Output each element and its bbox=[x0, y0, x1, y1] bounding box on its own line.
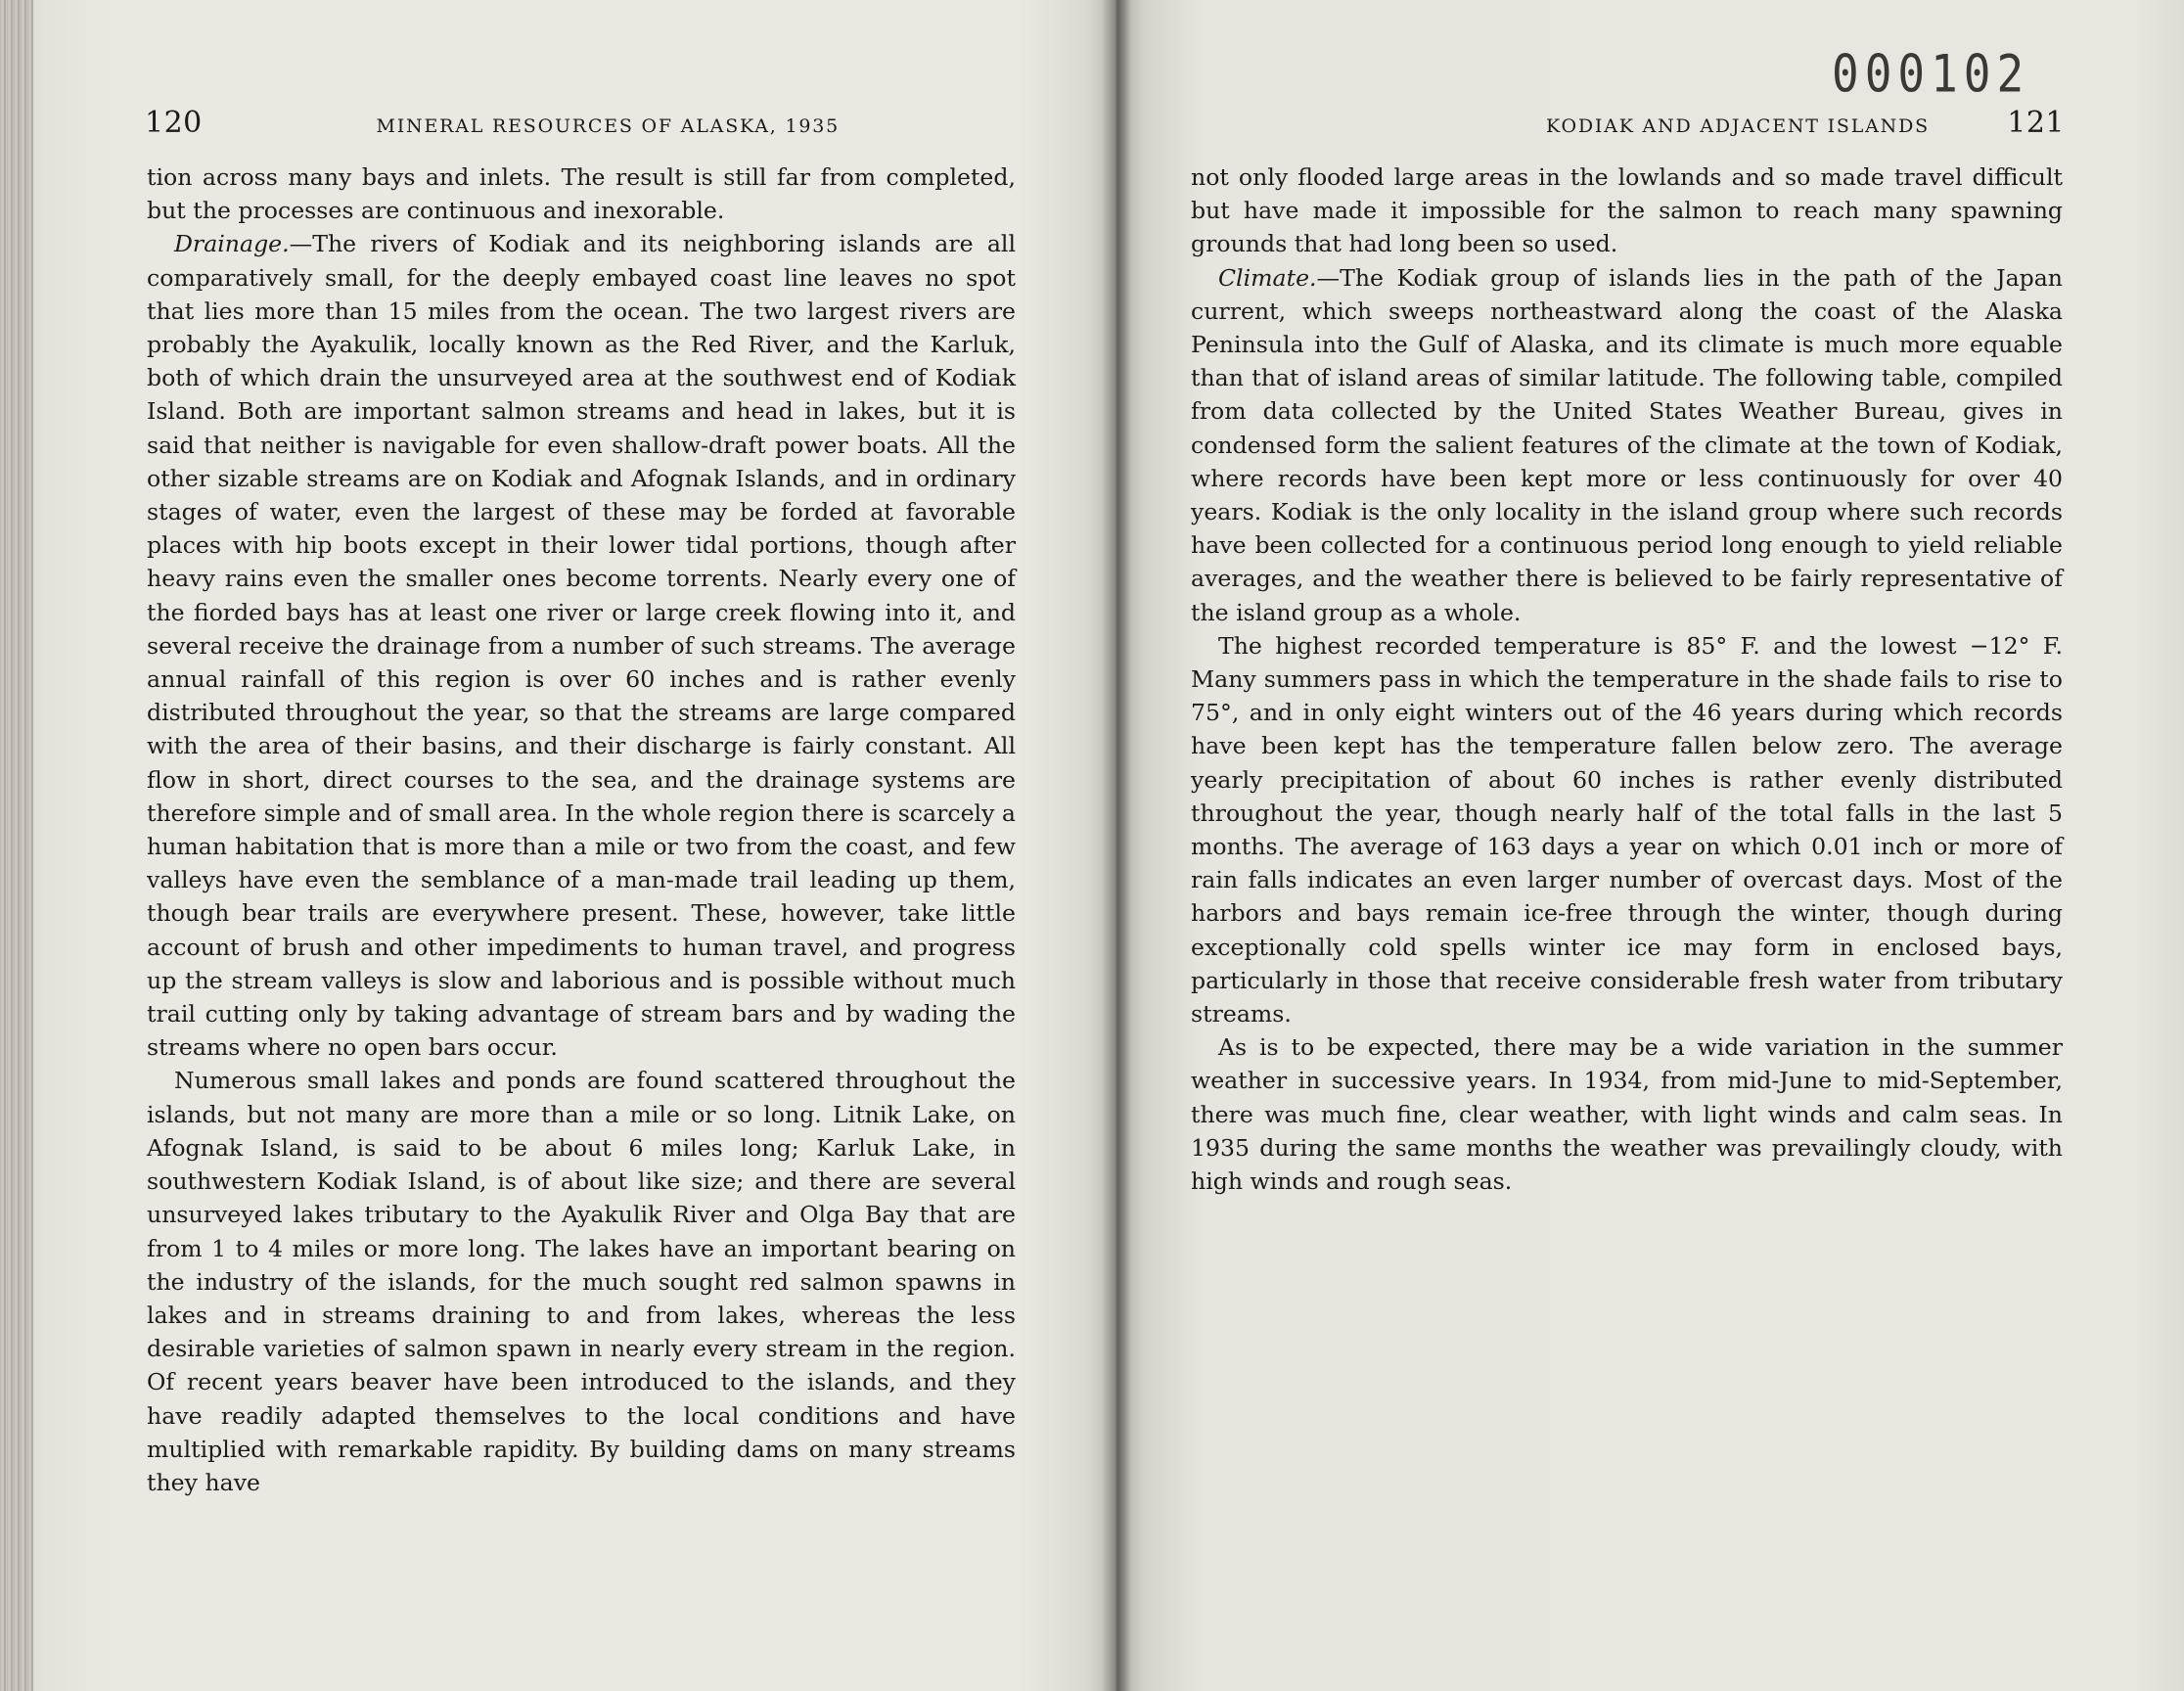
running-head: KODIAK AND ADJACENT ISLANDS bbox=[1546, 115, 1930, 137]
paragraph bbox=[1191, 629, 2063, 1030]
archive-stamp: 000102 bbox=[1832, 42, 2030, 105]
left-page-body bbox=[147, 160, 1016, 1499]
left-page-header bbox=[145, 106, 1016, 141]
paragraph bbox=[1191, 1030, 2063, 1198]
page-number: 120 bbox=[145, 106, 203, 140]
paragraph bbox=[147, 1064, 1016, 1499]
section-heading: Climate. bbox=[1218, 263, 1317, 292]
paragraph-text: —The Kodiak group of islands lies in the path of the Japan current, which sweeps northeastward along the coast of the Alaska Peninsula into the Gulf of Alaska, and its climate is much more equable than that of island areas of similar latitude. The following table, compiled from data collected by the United States Weather Bureau, gives in condensed form the salient features of the climate at the town of Kodiak, where records have been kept more or less continuously for over 40 years. Kodiak is the only locality in the island group where such records have been collected for a continuous period long enough to yield reliable averages, and the weather there is believed to be fairly representative of the island group as a whole. bbox=[1191, 263, 2063, 626]
section-heading: Drainage. bbox=[174, 230, 290, 258]
book-gutter bbox=[1102, 0, 1131, 1691]
paragraph-text: The highest recorded temperature is 85° F. and the lowest −12° F. Many summers pass in which the temperature in the shade fails to rise to 75°, and in only eight winters out of the 46 years during which records have been kept has the temperature fallen below zero. The average yearly precipitation of about 60 inches is rather evenly distributed throughout the year, though nearly half of the total falls in the last 5 months. The average of 163 days a year on which 0.01 inch or more of rain falls indicates an even larger number of overcast days. Most of the harbors and bays remain ice-free through the winter, though during exceptionally cold spells winter ice may form in enclosed bays, particularly in those that receive considerable fresh water from tributary streams. bbox=[1191, 631, 2063, 1028]
paragraph-text: Numerous small lakes and ponds are found scattered throughout the islands, but not many are more than a mile or so long. Litnik Lake, on Afognak Island, is said to be about 6 miles long; Karluk Lake, in southwestern Kodiak Island, is of about like size; and there are several unsurveyed lakes tributary to the Ayakulik River and Olga Bay that are from 1 to 4 miles or more long. The lakes have an important bearing on the industry of the islands, for the much sought red salmon spawns in lakes and in streams draining to and from lakes, whereas the less desirable varieties of salmon spawn in nearly every stream in the region. Of recent years beaver have been introduced to the islands, and they have readily adapted themselves to the local conditions and have multiplied with remarkable rapidity. By building dams on many streams they have bbox=[147, 1067, 1016, 1496]
paragraph bbox=[147, 160, 1016, 227]
paragraph bbox=[147, 227, 1016, 1064]
page-edges bbox=[0, 0, 33, 1691]
running-head: MINERAL RESOURCES OF ALASKA, 1935 bbox=[376, 115, 840, 137]
right-page-body bbox=[1191, 160, 2063, 1198]
page-number: 121 bbox=[2007, 106, 2065, 140]
paragraph-text: As is to be expected, there may be a wide variation in the summer weather in successive years. In 1934, from mid-June to mid-September, there was much fine, clear weather, with light winds and calm seas. In 1935 during the same months the weather was prevailingly cloudy, with high winds and rough seas. bbox=[1191, 1033, 2063, 1196]
right-page bbox=[1115, 0, 2184, 1691]
paragraph bbox=[1191, 261, 2063, 629]
paragraph-text: not only flooded large areas in the lowlands and so made travel difficult but have made it impossible for the salmon to reach many spawning grounds that had long been so used. bbox=[1191, 163, 2063, 258]
paragraph-text: —The rivers of Kodiak and its neighboring islands are all comparatively small, for the deeply embayed coast line leaves no spot that lies more than 15 miles from the ocean. The two largest rivers are probably the Ayakulik, locally known as the Red River, and the Karluk, both of which drain the unsurveyed area at the southwest end of Kodiak Island. Both are important salmon streams and head in lakes, but it is said that neither is navigable for even shallow-draft power boats. All the other sizable streams are on Kodiak and Afognak Islands, and in ordinary stages of water, even the largest of these may be forded at favorable places with hip boots except in their lower tidal portions, though after heavy rains even the smaller ones become torrents. Nearly every one of the fiorded bays has at least one river or large creek flowing into it, and several receive the drainage from a number of such streams. The average annual rainfall of this region is over 60 inches and is rather evenly distributed throughout the year, so that the streams are large compared with the area of their basins, and their discharge is fairly constant. All flow in short, direct courses to the sea, and the drainage systems are therefore simple and of small area. In the whole region there is scarcely a human habitation that is more than a mile or two from the coast, and few valleys have even the semblance of a man-made trail leading up them, though bear trails are everywhere present. These, however, take little account of brush and other impediments to human travel, and progress up the stream valleys is slow and laborious and is possible without much trail cutting only by taking advantage of stream bars and by wading the streams where no open bars occur. bbox=[147, 230, 1016, 1062]
paragraph bbox=[1191, 160, 2063, 261]
paragraph-text: tion across many bays and inlets. The result is still far from completed, but the processes are continuous and inexorable. bbox=[147, 163, 1016, 225]
right-page-header bbox=[1189, 106, 2065, 141]
